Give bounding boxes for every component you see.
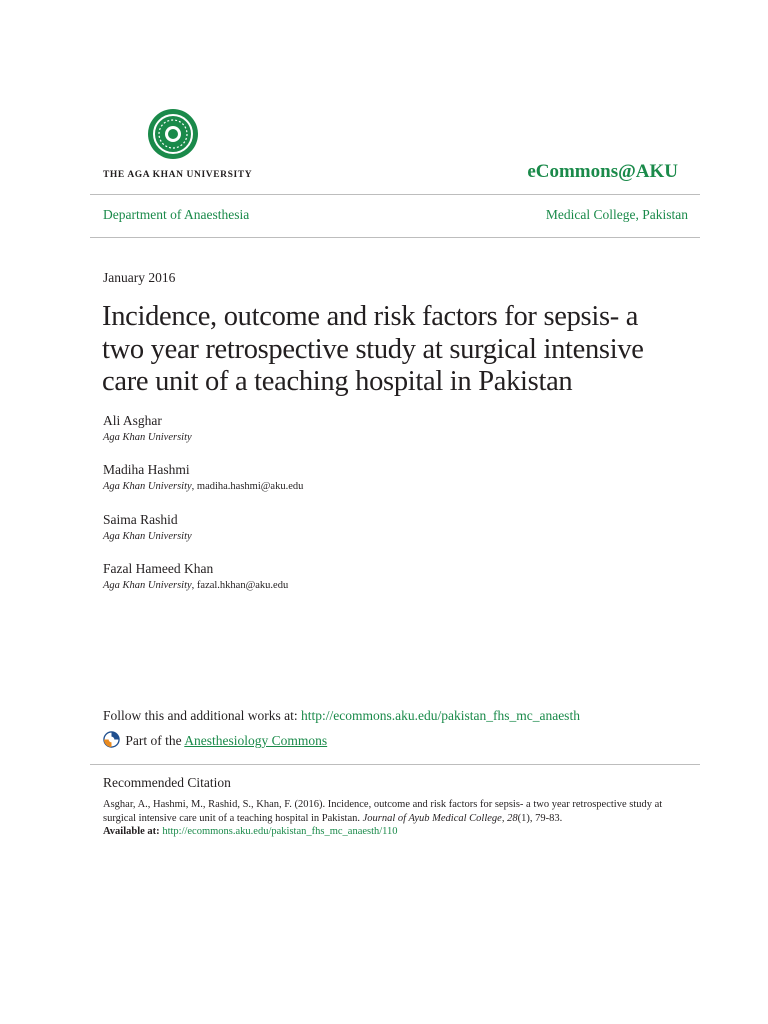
author-affiliation-line: [103, 531, 192, 542]
department-link[interactable]: Department of Anaesthesia: [103, 207, 250, 222]
publication-date: January 2016: [103, 270, 176, 285]
available-url-link[interactable]: http://ecommons.aku.edu/pakistan_fhs_mc_anaesth/110: [162, 826, 398, 837]
citation-issue-pages: (1), 79-83.: [517, 812, 563, 824]
citation-divider: [90, 764, 700, 765]
author-affiliation: Aga Khan University: [103, 481, 192, 492]
header-divider-top: [90, 194, 700, 195]
follow-line: [103, 708, 580, 724]
site-name[interactable]: eCommons@AKU: [527, 161, 678, 182]
recommended-citation-heading: Recommended Citation: [103, 775, 231, 790]
university-seal-icon: [147, 108, 199, 160]
header-divider-bottom: [90, 237, 700, 238]
author-email[interactable]: fazal.hkhan@aku.edu: [196, 580, 289, 591]
citation-volume: 28: [507, 812, 518, 824]
author-entry: [103, 462, 303, 492]
author-entry: [103, 512, 192, 542]
available-at-label: Available at:: [103, 826, 160, 837]
college-link[interactable]: Medical College, Pakistan: [545, 207, 688, 222]
part-of-label: Part of the: [125, 733, 182, 748]
author-affiliation: Aga Khan University: [103, 432, 192, 443]
author-affiliation-line: [103, 432, 192, 443]
author-name: Madiha Hashmi: [103, 462, 190, 477]
author-entry: [103, 561, 288, 591]
article-title: Incidence, outcome and risk factors for sepsis- a two year retrospective study at surgical intensive care unit of a teaching hospital in Pakistan: [102, 301, 644, 397]
follow-url-link[interactable]: http://ecommons.aku.edu/pakistan_fhs_mc_anaesth: [301, 708, 580, 723]
bepress-commons-icon: [103, 731, 120, 748]
author-email[interactable]: madiha.hashmi@aku.edu: [196, 481, 304, 492]
author-affiliation: Aga Khan University: [103, 580, 192, 591]
author-entry: [103, 413, 192, 443]
anesthesiology-commons-link[interactable]: Anesthesiology Commons: [184, 733, 328, 748]
follow-label: Follow this and additional works at:: [103, 708, 298, 723]
citation-journal: Journal of Ayub Medical College,: [362, 812, 505, 824]
part-of-line: [103, 731, 327, 749]
author-affiliation-line: Aga Khan University, fazal.hkhan@aku.edu: [103, 580, 289, 591]
author-name: Fazal Hameed Khan: [103, 561, 214, 576]
author-name: Saima Rashid: [103, 512, 178, 527]
author-affiliation-line: Aga Khan University, madiha.hashmi@aku.edu: [103, 481, 304, 492]
university-name: THE AGA KHAN UNIVERSITY: [103, 170, 253, 180]
author-affiliation: Aga Khan University: [103, 531, 192, 542]
citation-text: [103, 798, 683, 839]
citation-main: Asghar, A., Hashmi, M., Rashid, S., Khan, F. (2016). Incidence, outcome and risk factors for sepsis- a two year retrospective study at surgical intensive care unit of a teaching hospital in Pakistan.: [103, 799, 663, 824]
author-name: Ali Asghar: [103, 413, 162, 428]
